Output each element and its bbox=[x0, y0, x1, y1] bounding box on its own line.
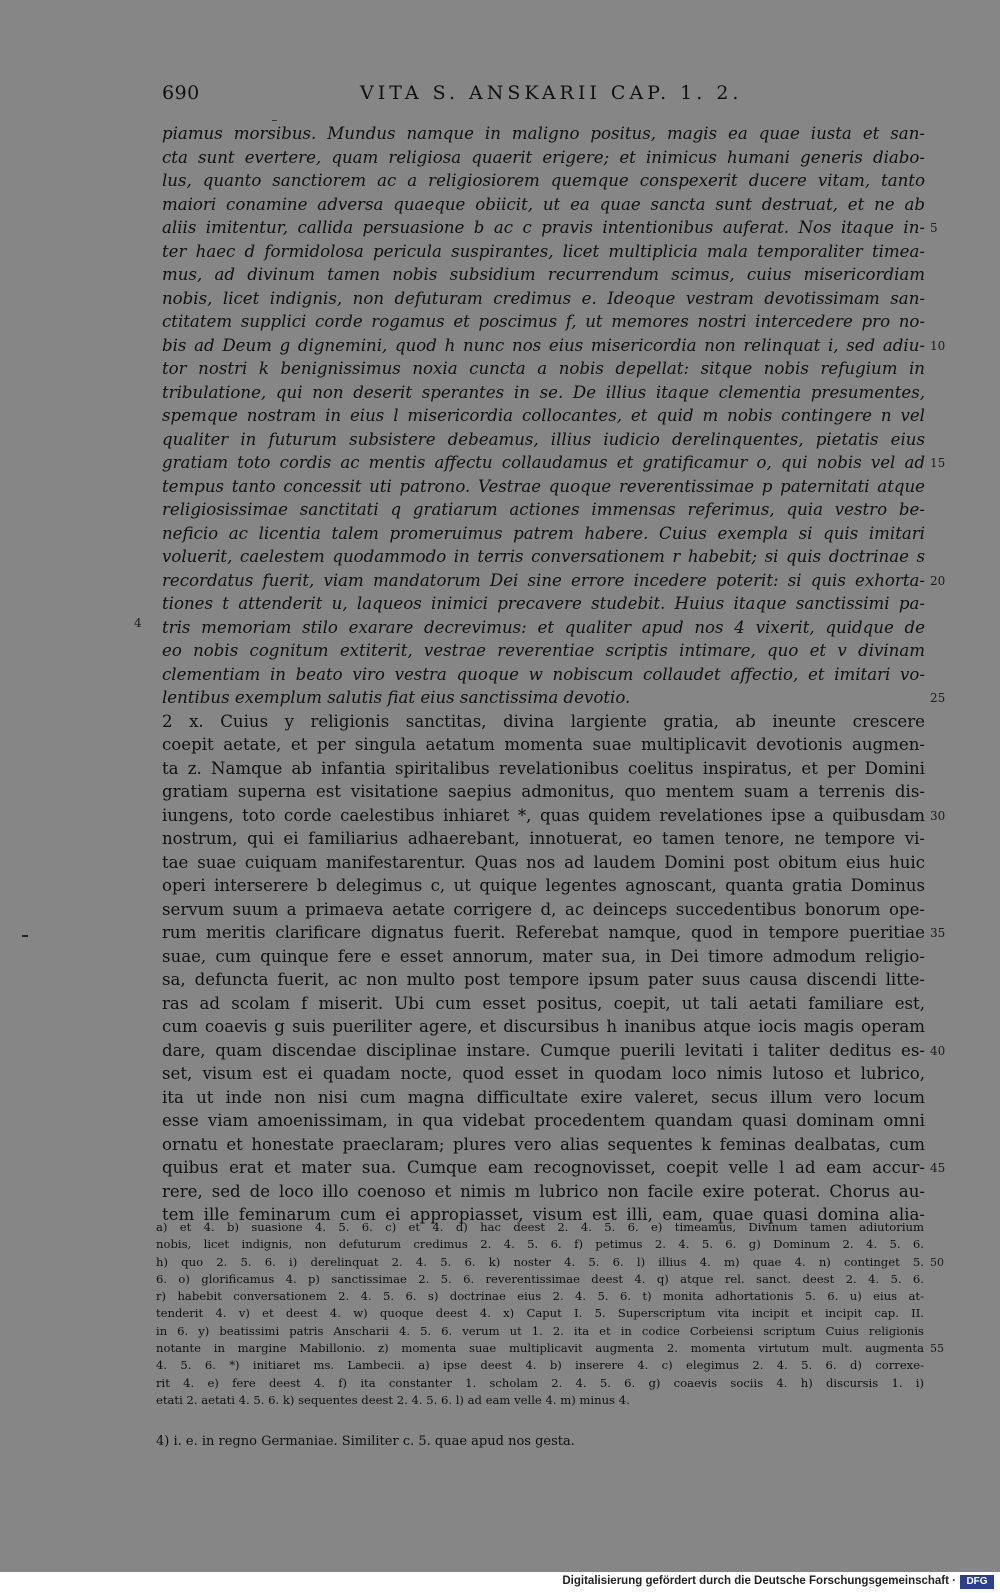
text-line: nobis, licet indignis, non defuturam credimus e. Ideoque vestram devotissimam san- bbox=[162, 288, 925, 308]
text-line: piamus morsibus. Mundus namque in maligno positus, magis ea quae iusta et san- bbox=[162, 124, 925, 143]
text-line: spemque nostram in eius l misericordia collocantes, et quid m nobis contingere n vel bbox=[162, 406, 925, 425]
apparatus-line: h) quo 2. 5. 6. i) derelinquat 2. 4. 5. 6. k) noster 4. 5. 6. l) illius 4. m) quae 4. n) continget 5. bbox=[156, 1254, 924, 1269]
text-line: mus, ad divinum tamen nobis subsidium recurrendum scimus, cuius misericordiam bbox=[162, 265, 925, 284]
text-line: ita ut inde non nisi cum magna difficultate exire valeret, secus illum vero locum bbox=[162, 1087, 925, 1107]
text-line: 2 x. Cuius y religionis sanctitas, divina largiente gratia, ab ineunte crescere bbox=[162, 711, 925, 731]
stray-ink-mark bbox=[22, 935, 28, 937]
text-line: nostrum, qui ei familiarius adhaerebant, innotuerat, eo tamen tenore, ne tempore vi- bbox=[162, 829, 925, 848]
text-line: aliis imitentur, callida persuasione b ac c pravis intentionibus auferat. Nos itaque in- bbox=[162, 218, 925, 237]
text-line: rere, sed de loco illo coenoso et nimis m lubrico non facile exire poterat. Chorus au- bbox=[162, 1181, 925, 1201]
header-tick-mark bbox=[272, 120, 277, 121]
text-line: tempus tanto concessit uti patrono. Vestrae quoque reverentissimae p paternitati atque bbox=[162, 476, 925, 496]
text-line: ornatu et honestate praeclaram; plures vero alias sequentes k feminas dealbatas, cum bbox=[162, 1134, 925, 1154]
text-line: ta z. Namque ab infantia spiritalibus revelationibus coelitus inspiratus, et per Domini bbox=[162, 758, 925, 778]
footnote-4: 4) i. e. in regno Germaniae. Similiter c. 5. quae apud nos gesta. bbox=[156, 1434, 575, 1449]
text-line: dare, quam discendae disciplinae instare. Cumque puerili levitati i taliter deditus es- bbox=[162, 1040, 925, 1060]
text-line: ctitatem supplici corde rogamus et poscimus f, ut memores nostri intercedere pro no- bbox=[162, 312, 925, 331]
text-line: tor nostri k benignissimus noxia cuncta a nobis depellat: sitque nobis refugium in bbox=[162, 359, 925, 378]
text-line: quibus erat et mater sua. Cumque eam recognovisset, coepit velle l ad eam accur- bbox=[162, 1158, 925, 1177]
text-line: tae suae cuiquam manifestarentur. Quas nos ad laudem Domini post obitum eius huic bbox=[162, 852, 925, 872]
text-line: rum meritis clarificare dignatus fuerit. Referebat namque, quod in tempore pueritiae bbox=[162, 923, 925, 942]
apparatus-line: etati 2. aetati 4. 5. 6. k) sequentes deest 2. 4. 5. 6. l) ad eam velle 4. m) minus 4. bbox=[156, 1392, 630, 1407]
footer-bar bbox=[0, 1572, 1000, 1593]
text-line: lentibus exemplum salutis fiat eius sanctissima devotio. bbox=[162, 688, 631, 707]
text-line: operi interserere b delegimus c, ut quique legentes agnoscant, quanta gratia Dominus bbox=[162, 876, 925, 895]
text-line: voluerit, caelestem quodammodo in terris conversationem r habebit; si quis doctrinae s bbox=[162, 547, 925, 566]
text-line: sa, defuncta fuerit, ac non multo post tempore ipsum pater suus causa discendi litte- bbox=[162, 970, 925, 989]
apparatus-line: notante in margine Mabillonio. z) momenta suae multiplicavit augmenta 2. momenta virtutum mult. augmenta bbox=[156, 1341, 924, 1356]
text-line: tribulatione, qui non deserit sperantes in se. De illius itaque clementia presumentes, bbox=[162, 382, 925, 402]
apparatus-line: r) habebit conversationem 2. 4. 5. 6. s) doctrinae eius 2. 4. 5. 6. t) monita adhortationis 5. 6. u) eius at- bbox=[156, 1289, 924, 1304]
page-number: 690 bbox=[162, 82, 200, 104]
text-line: iungens, toto corde caelestibus inhiaret *, quas quidem revelationes ipse a quibusdam bbox=[162, 805, 925, 825]
apparatus-line: 4. 5. 6. *) initiaret ms. Lambecii. a) ipse deest 4. b) inserere 4. c) elegimus 2. 4. 5. 6. d) correxe- bbox=[156, 1358, 924, 1373]
text-line: gratiam toto cordis ac mentis affectu collaudamus et gratificamur o, qui nobis vel ad bbox=[162, 453, 925, 472]
apparatus-line: nobis, licet indignis, non defuturum credimus 2. 4. 5. 6. f) petimus 2. 4. 5. 6. g) Dominum 2. 4. 5. 6. bbox=[156, 1237, 924, 1252]
text-line: lus, quanto sanctiorem ac a religiosiorem quemque conspexerit ducere vitam, tanto bbox=[162, 171, 925, 190]
text-line: qualiter in futurum subsistere debeamus, illius iudicio derelinquentes, pietatis eius bbox=[162, 429, 925, 449]
line-number: 25 bbox=[930, 691, 946, 705]
text-line: religiosissimae sanctitati q gratiarum actiones immensas referimus, quia vestro be- bbox=[162, 500, 925, 519]
funding-notice: Digitalisierung gefördert durch die Deutsche Forschungsgemeinschaft · bbox=[562, 1575, 956, 1587]
text-line: tem ille feminarum cum ei appropiasset, visum est illi, eam, quae quasi domina alia- bbox=[162, 1205, 925, 1224]
line-number: 40 bbox=[930, 1043, 946, 1058]
text-line: maiori conamine adversa quaeque obiicit, ut ea quae sancta sunt destruat, et ne ab bbox=[162, 194, 925, 214]
text-line: esse viam amoenissimam, in qua videbat procedentem quandam quasi dominam omni bbox=[162, 1111, 925, 1130]
line-number: 35 bbox=[930, 926, 946, 940]
text-line: coepit aetate, et per singula aetatum momenta suae multiplicavit devotionis augmen- bbox=[162, 735, 925, 754]
apparatus-line: in 6. y) beatissimi patris Anscharii 4. 5. 6. verum ut 1. 2. ita et in codice Corbeiensi scriptum Cuius religionis bbox=[156, 1323, 924, 1338]
left-margin-mark: 4 bbox=[134, 616, 142, 630]
line-number: 45 bbox=[930, 1161, 946, 1175]
line-number: 10 bbox=[930, 338, 946, 353]
apparatus-line-number: 50 bbox=[930, 1255, 944, 1269]
apparatus-line: tenderit 4. v) et deest 4. w) quoque deest 4. x) Caput I. 5. Superscriptum vita incipit et incipit cap. II. bbox=[156, 1306, 924, 1321]
text-line: recordatus fuerit, viam mandatorum Dei sine errore incedere poterit: si quis exhorta- bbox=[162, 570, 925, 590]
text-line: tiones t attenderit u, laqueos inimici precavere studebit. Huius itaque sanctissimi pa- bbox=[162, 594, 925, 613]
apparatus-line: a) et 4. b) suasione 4. 5. 6. c) et 4. d) hac deest 2. 4. 5. 6. e) timeamus, Divinum tamen adiutorium bbox=[156, 1220, 924, 1234]
apparatus-line-number: 55 bbox=[930, 1342, 944, 1356]
text-line: clementiam in beato viro vestra quoque w nobiscum collaudet affectio, et imitari vo- bbox=[162, 664, 925, 684]
text-line: gratiam superna est visitatione saepius admonitus, quo mentem suam a terrenis dis- bbox=[162, 782, 925, 801]
line-number: 30 bbox=[930, 808, 946, 823]
line-number: 5 bbox=[930, 221, 938, 235]
text-line: eo nobis cognitum extiterit, vestrae reverentiae scriptis intimare, quo et v divinam bbox=[162, 641, 925, 660]
text-line: cta sunt evertere, quam religiosa quaerit erigere; et inimicus humani generis diabo- bbox=[162, 147, 925, 167]
critical-apparatus bbox=[156, 1219, 924, 1409]
apparatus-line: rit 4. e) fere deest 4. f) ita constanter 1. scholam 2. 4. 5. 6. g) coaevis sociis 4. h) discursis 1. i) bbox=[156, 1375, 924, 1390]
text-line: set, visum est ei quadam nocte, quod esset in quodam loco nimis lutoso et lubrico, bbox=[162, 1064, 925, 1083]
text-line: ras ad scolam f miserit. Ubi cum esset positus, coepit, ut tali aetati familiare est, bbox=[162, 993, 925, 1013]
text-line: bis ad Deum g dignemini, quod h nunc nos eius misericordia non relinquat i, sed adiu- bbox=[162, 335, 925, 355]
dfg-logo: DFG bbox=[960, 1575, 994, 1589]
line-number: 15 bbox=[930, 456, 946, 470]
text-line: tris memoriam stilo exarare decrevimus: et qualiter apud nos 4 vixerit, quidque de bbox=[162, 617, 925, 637]
text-line: servum suum a primaeva aetate corrigere d, ac deinceps succedentibus bonorum ope- bbox=[162, 899, 925, 919]
running-title: VITA S. ANSKARII CAP. 1. 2. bbox=[360, 82, 743, 104]
text-line: cum coaevis g suis pueriliter agere, et discursibus h inanibus atque iocis magis operam bbox=[162, 1017, 925, 1036]
apparatus-line: 6. o) glorificamus 4. p) sanctissimae 2. 5. 6. reverentissimae deest 4. q) atque rel. sanct. deest 2. 4. 5. 6. bbox=[156, 1271, 924, 1286]
text-line: neficio ac licentia talem promeruimus patrem habere. Cuius exempla si quis imitari bbox=[162, 523, 925, 543]
text-line: suae, cum quinque fere e esset annorum, mater sua, in Dei timore admodum religio- bbox=[162, 946, 925, 966]
body-text bbox=[162, 122, 925, 1227]
line-number: 20 bbox=[930, 573, 946, 588]
text-line: ter haec d formidolosa pericula suspirantes, licet multiplicia mala temporaliter timea- bbox=[162, 241, 925, 261]
page-header bbox=[162, 82, 920, 112]
